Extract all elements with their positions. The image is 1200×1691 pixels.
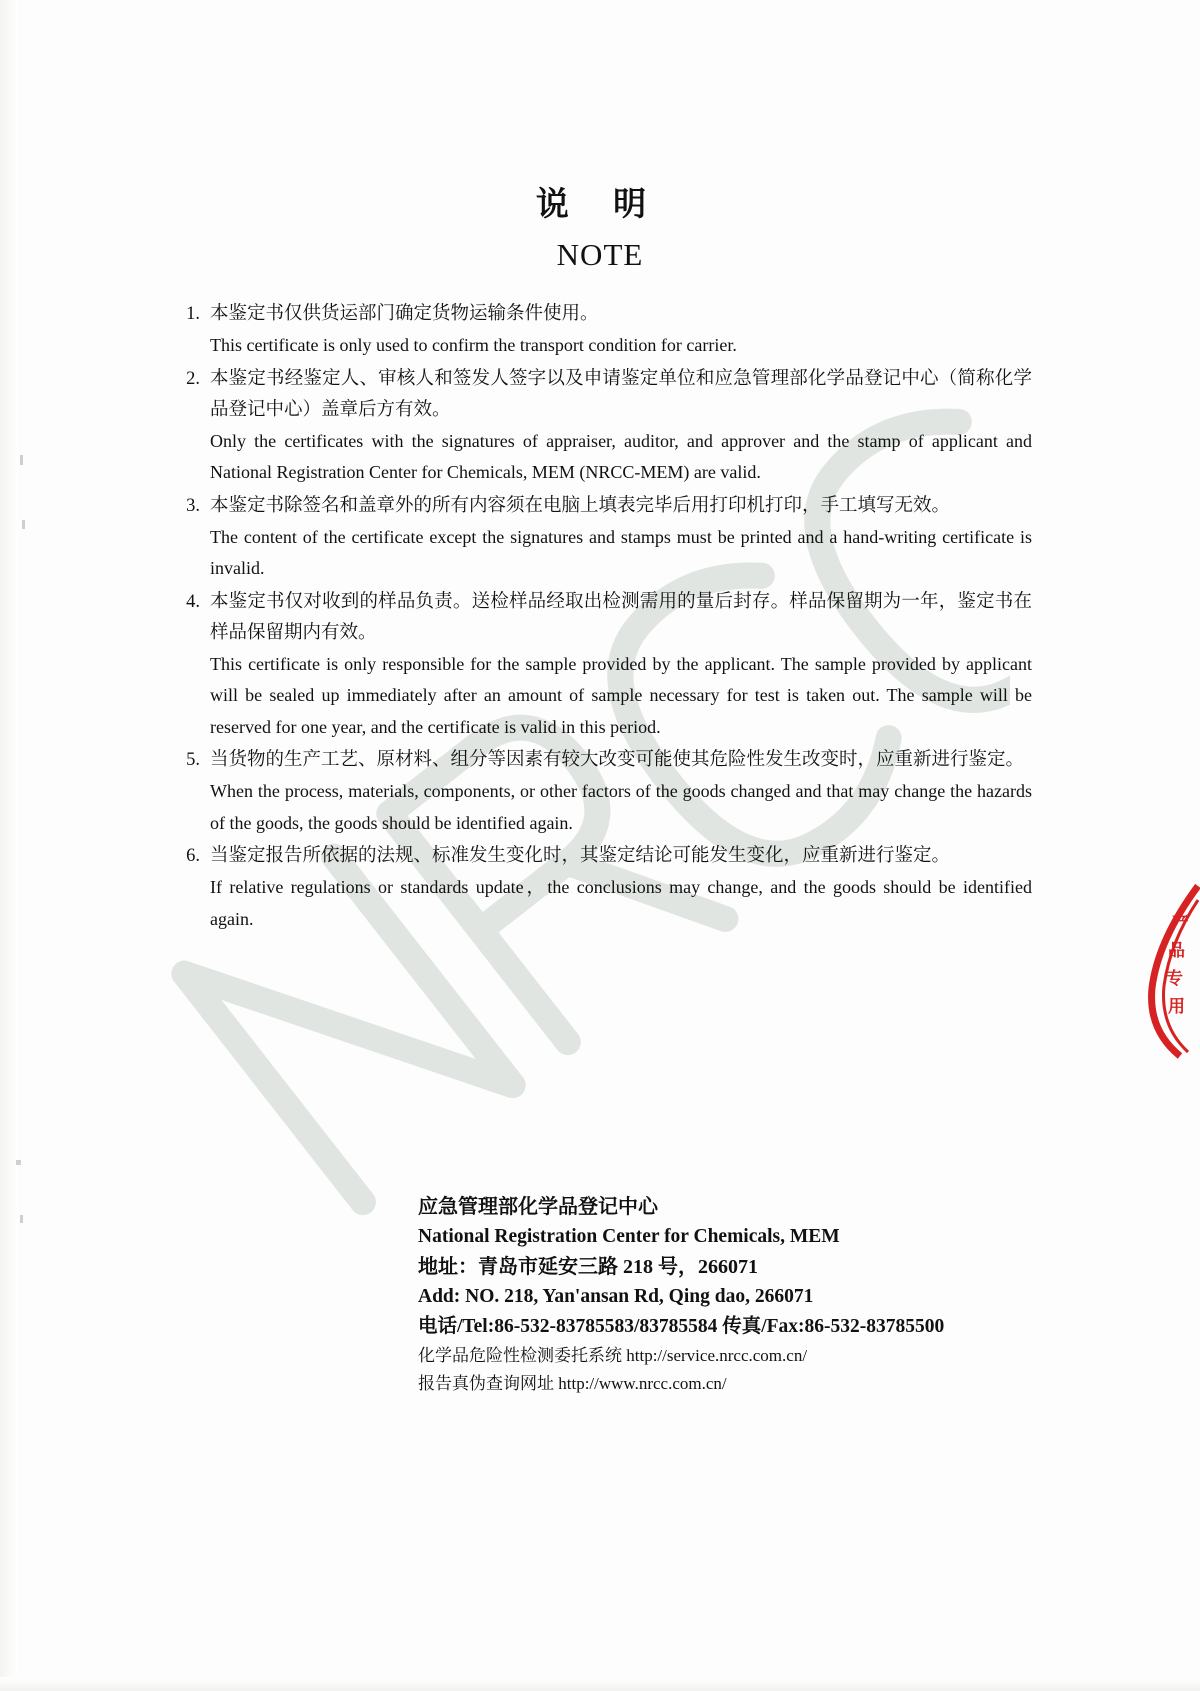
note-text-en: Only the certificates with the signatures of appraiser, auditor, and approver and the stamp of applicant and National Registration Center for Chemicals, MEM (NRCC-MEM) are valid. xyxy=(210,430,1032,482)
note-number: 5. xyxy=(186,750,200,770)
footer-contact-block xyxy=(418,1192,944,1398)
svg-text:用: 用 xyxy=(1168,997,1185,1016)
note-number: 2. xyxy=(186,368,200,389)
note-body xyxy=(210,491,1032,585)
note-text-cn: 本鉴定书仅对收到的样品负责。送检样品经取出检测需用的量后封存。样品保留期为一年，鉴定书在样品保留期内有效。 xyxy=(210,591,1032,643)
list-item xyxy=(170,745,1032,839)
note-text-cn: 当货物的生产工艺、原材料、组分等因素有较大改变可能使其危险性发生改变时，应重新进行鉴定。 xyxy=(210,750,1025,770)
phone-fax: 电话/Tel:86-532-83785583/83785584 传真/Fax:86-532-83785500 xyxy=(418,1316,945,1337)
note-body xyxy=(210,364,1032,489)
list-item xyxy=(170,364,1032,489)
note-text-en: If relative regulations or standards update，the conclusions may change, and the goods should be identified again. xyxy=(210,877,1032,929)
note-number: 3. xyxy=(186,495,200,516)
list-item xyxy=(170,587,1032,744)
note-number: 4. xyxy=(186,591,200,612)
organization-name-cn: 应急管理部化学品登记中心 xyxy=(418,1196,658,1218)
note-text-en: This certificate is only used to confirm the transport condition for carrier. xyxy=(210,335,737,355)
note-text-en: The content of the certificate except the signatures and stamps must be printed and a hand-writing certificate is invalid. xyxy=(210,526,1032,578)
scan-speck xyxy=(16,1160,21,1165)
list-item xyxy=(170,491,1032,585)
svg-text:专: 专 xyxy=(1166,969,1183,988)
address-en: Add: NO. 218, Yan'ansan Rd, Qing dao, 266071 xyxy=(418,1286,814,1307)
paper-edge-bottom xyxy=(0,1677,1200,1691)
organization-name-en: National Registration Center for Chemicals, MEM xyxy=(418,1226,840,1247)
note-text-en: When the process, materials, components, or other factors of the goods changed and that may change the hazards of the goods, the goods should be identified again. xyxy=(210,781,1032,833)
note-number: 6. xyxy=(186,846,200,866)
address-cn: 地址：青岛市延安三路 218 号，266071 xyxy=(418,1256,758,1278)
note-body xyxy=(210,745,1032,839)
service-system-url: 化学品危险性检测委托系统 http://service.nrcc.com.cn/ xyxy=(418,1346,808,1365)
svg-text:品: 品 xyxy=(1168,941,1185,960)
page-title-en: NOTE xyxy=(556,237,644,272)
svg-text:产: 产 xyxy=(1172,913,1189,932)
scan-speck xyxy=(20,1215,23,1223)
list-item xyxy=(170,299,1032,362)
note-text-cn: 本鉴定书经鉴定人、审核人和签发人签字以及申请鉴定单位和应急管理部化学品登记中心（简称化学品登记中心）盖章后方有效。 xyxy=(210,368,1032,420)
page-title-cn: 说 明 xyxy=(535,187,665,223)
list-item xyxy=(170,841,1032,935)
note-text-en: This certificate is only responsible for the sample provided by the applicant. The sample provided by applicant will be sealed up immediately after an amount of sample necessary for test is taken out. The sample will be reserved for one year, and the certificate is valid in this period. xyxy=(210,653,1032,737)
note-text-cn: 本鉴定书仅供货运部门确定货物运输条件使用。 xyxy=(210,304,599,324)
note-number: 1. xyxy=(186,304,200,324)
notes-list xyxy=(170,299,1032,935)
note-text-cn: 当鉴定报告所依据的法规、标准发生变化时，其鉴定结论可能发生变化，应重新进行鉴定。 xyxy=(210,846,951,866)
note-body xyxy=(210,587,1032,744)
note-text-cn: 本鉴定书除签名和盖章外的所有内容须在电脑上填表完毕后用打印机打印，手工填写无效。 xyxy=(210,495,951,516)
note-body xyxy=(210,841,1032,935)
verification-url: 报告真伪查询网址 http://www.nrcc.com.cn/ xyxy=(418,1374,727,1393)
note-body xyxy=(210,299,1032,362)
